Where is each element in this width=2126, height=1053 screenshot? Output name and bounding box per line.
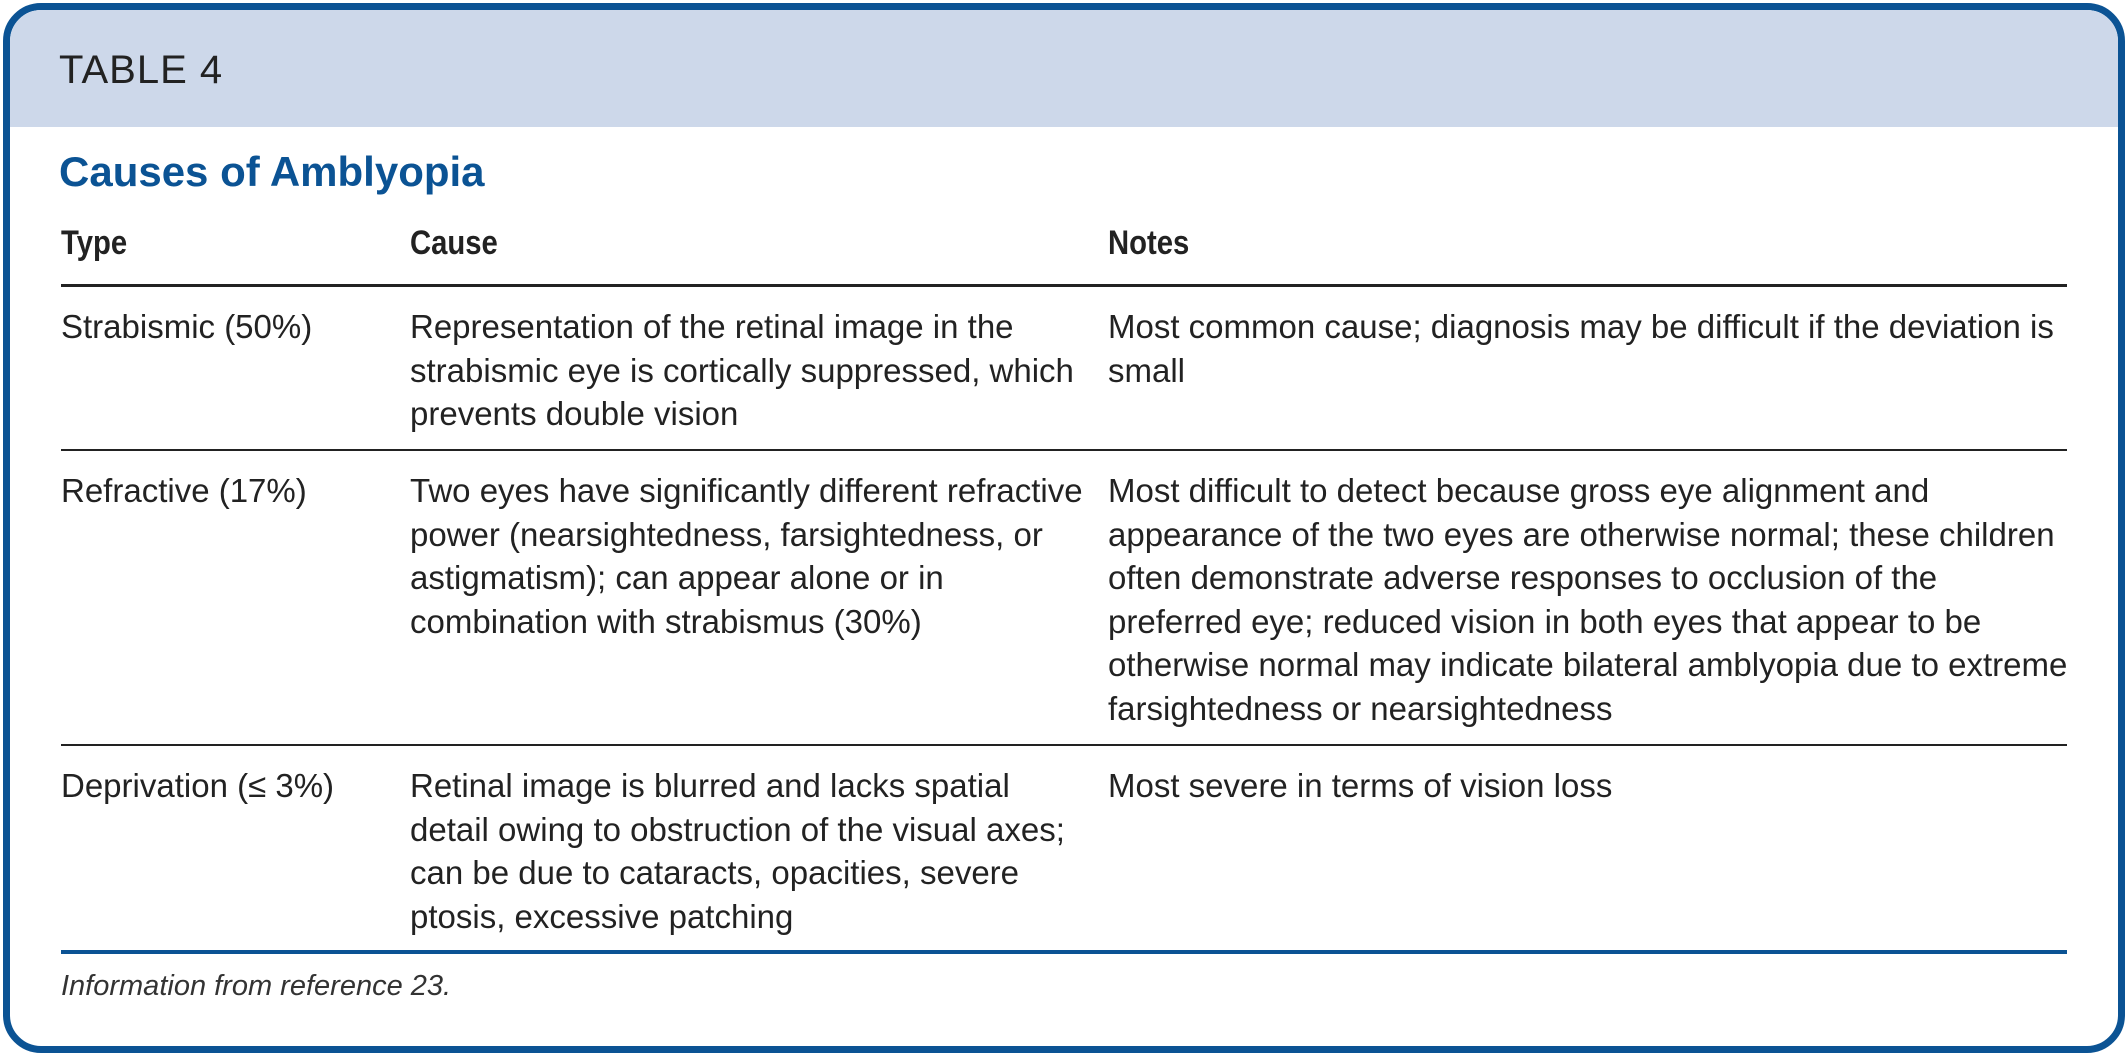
table-card — [3, 3, 2125, 1053]
table-row — [61, 746, 2067, 954]
cause-cell: Two eyes have significantly different refractive power (nearsightedness, farsightedness, or astigmatism); can appear alone or in combination with strabismus (30%) — [410, 472, 1083, 640]
table-label: TABLE 4 — [59, 48, 224, 92]
type-cell: Refractive (17%) — [61, 472, 307, 509]
table-title: Causes of Amblyopia — [59, 148, 485, 195]
column-header-cause: Cause — [410, 224, 498, 262]
cause-cell: Representation of the retinal image in the strabismic eye is cortically suppressed, which prevents double vision — [410, 308, 1074, 432]
table-header-row — [61, 220, 2067, 287]
notes-cell: Most severe in terms of vision loss — [1108, 767, 1613, 804]
table-footnote: Information from reference 23. — [61, 970, 452, 1002]
amblyopia-table — [61, 220, 2067, 954]
type-cell: Strabismic (50%) — [61, 308, 313, 345]
cause-cell: Retinal image is blurred and lacks spatial detail owing to obstruction of the visual axes; can be due to cataracts, opacities, severe ptosis, excessive patching — [410, 767, 1065, 935]
column-header-notes: Notes — [1108, 224, 1190, 262]
table-row — [61, 287, 2067, 451]
table-header-band — [10, 10, 2118, 127]
table-row — [61, 451, 2067, 746]
notes-cell: Most difficult to detect because gross eye alignment and appearance of the two eyes are otherwise normal; these children often demonstrate adverse responses to occlusion of the preferred eye; reduced vision in both eyes that appear to be otherwise normal may indicate bilateral amblyopia due to extreme farsightedness or nearsightedness — [1108, 472, 2068, 727]
type-cell: Deprivation (≤ 3%) — [61, 767, 335, 804]
notes-cell: Most common cause; diagnosis may be difficult if the deviation is small — [1108, 308, 2054, 389]
column-header-type: Type — [61, 224, 128, 262]
